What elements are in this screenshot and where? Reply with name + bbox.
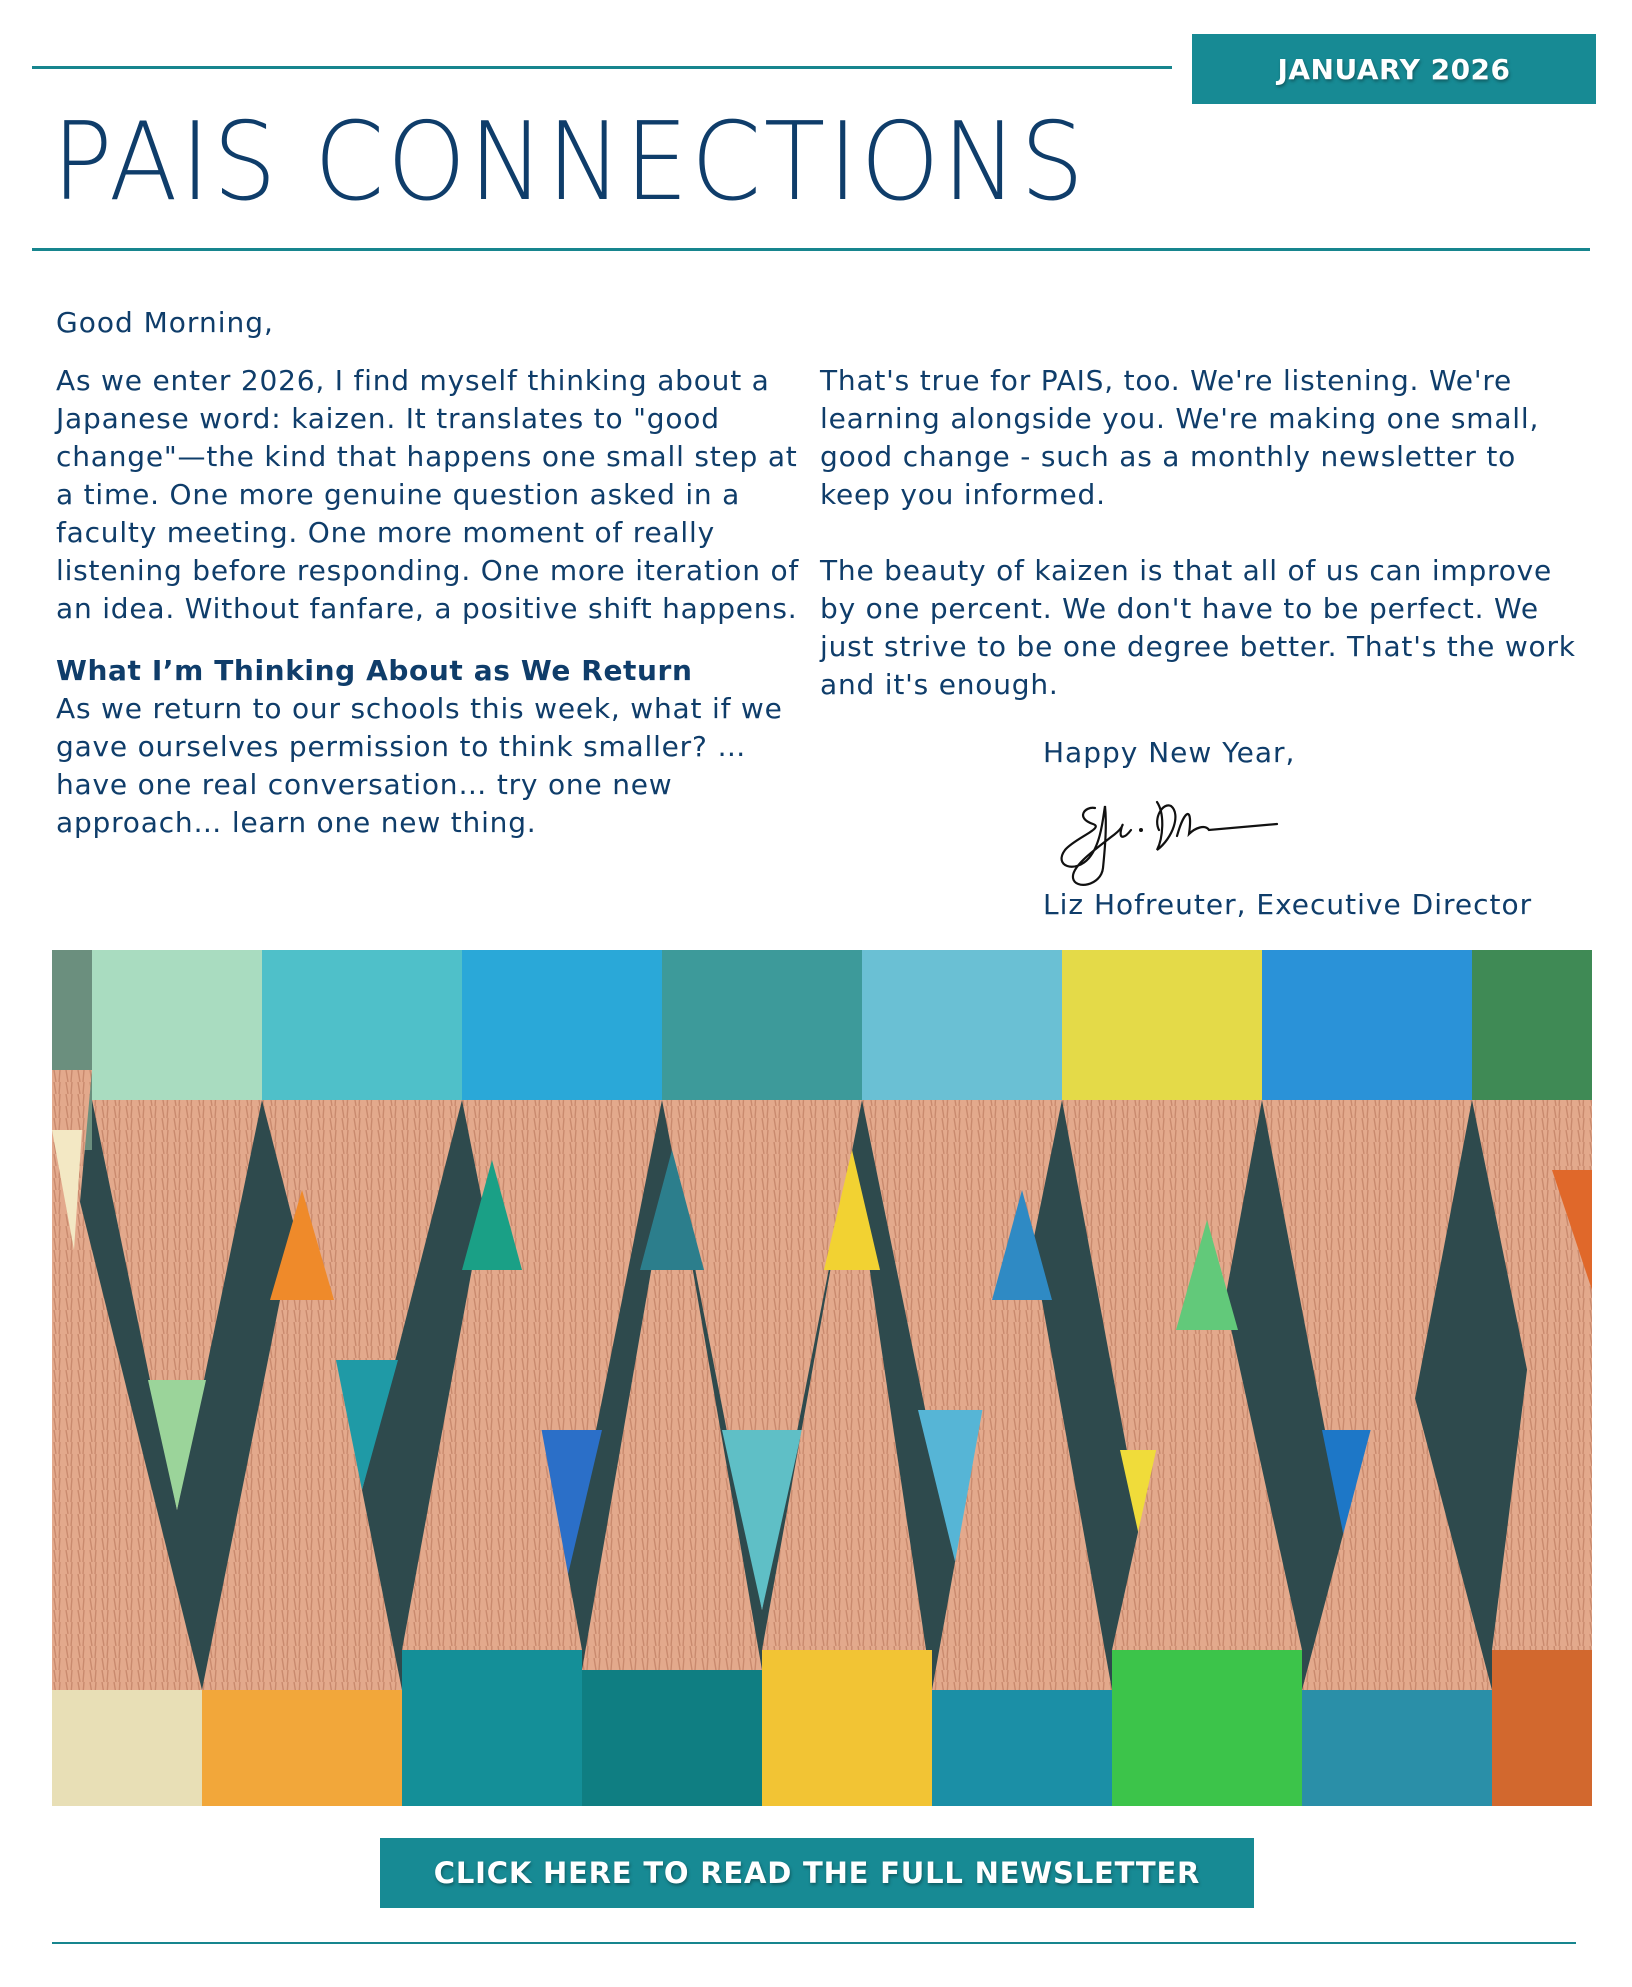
- signoff: Happy New Year,: [1043, 736, 1296, 769]
- left-paragraph-1: As we enter 2026, I find myself thinking about a Japanese word: kaizen. It translates to "good change"—the kind that happens one small step at a time. One more genuine question asked in a faculty meeting. One more moment of really listening before responding. One more iteration of an idea. Without fanfare, a positive shift happens.: [56, 364, 800, 625]
- bottom-rule: [52, 1942, 1576, 1944]
- paragraph-gap: [820, 514, 1580, 552]
- letter-right-column: [820, 362, 1580, 704]
- signer-name: Liz Hofreuter, Executive Director: [1043, 888, 1533, 921]
- colored-pencils-photo: [52, 950, 1592, 1806]
- right-paragraph-1: That's true for PAIS, too. We're listening. We're learning alongside you. We're making one small, good change - such as a monthly newsletter to keep you informed.: [820, 364, 1540, 511]
- signature-icon: [1045, 778, 1285, 898]
- date-badge: JANUARY 2026: [1192, 34, 1596, 104]
- pencils-illustration: [52, 950, 1592, 1806]
- top-rule: [32, 66, 1172, 69]
- section-subheading: What I’m Thinking About as We Return: [56, 654, 693, 687]
- newsletter-title: PAIS CONNECTIONS: [52, 100, 1087, 225]
- letter-left-column: [56, 362, 816, 842]
- header-divider: [32, 248, 1590, 251]
- greeting: Good Morning,: [56, 306, 274, 339]
- left-paragraph-2: As we return to our schools this week, what if we gave ourselves permission to think smaller? …have one real conversation… try one new approach… learn one new thing.: [56, 692, 783, 839]
- read-full-newsletter-button[interactable]: CLICK HERE TO READ THE FULL NEWSLETTER: [380, 1838, 1254, 1908]
- right-paragraph-2: The beauty of kaizen is that all of us can improve by one percent. We don't have to be perfect. We just strive to be one degree better. That's the work and it's enough.: [820, 554, 1576, 701]
